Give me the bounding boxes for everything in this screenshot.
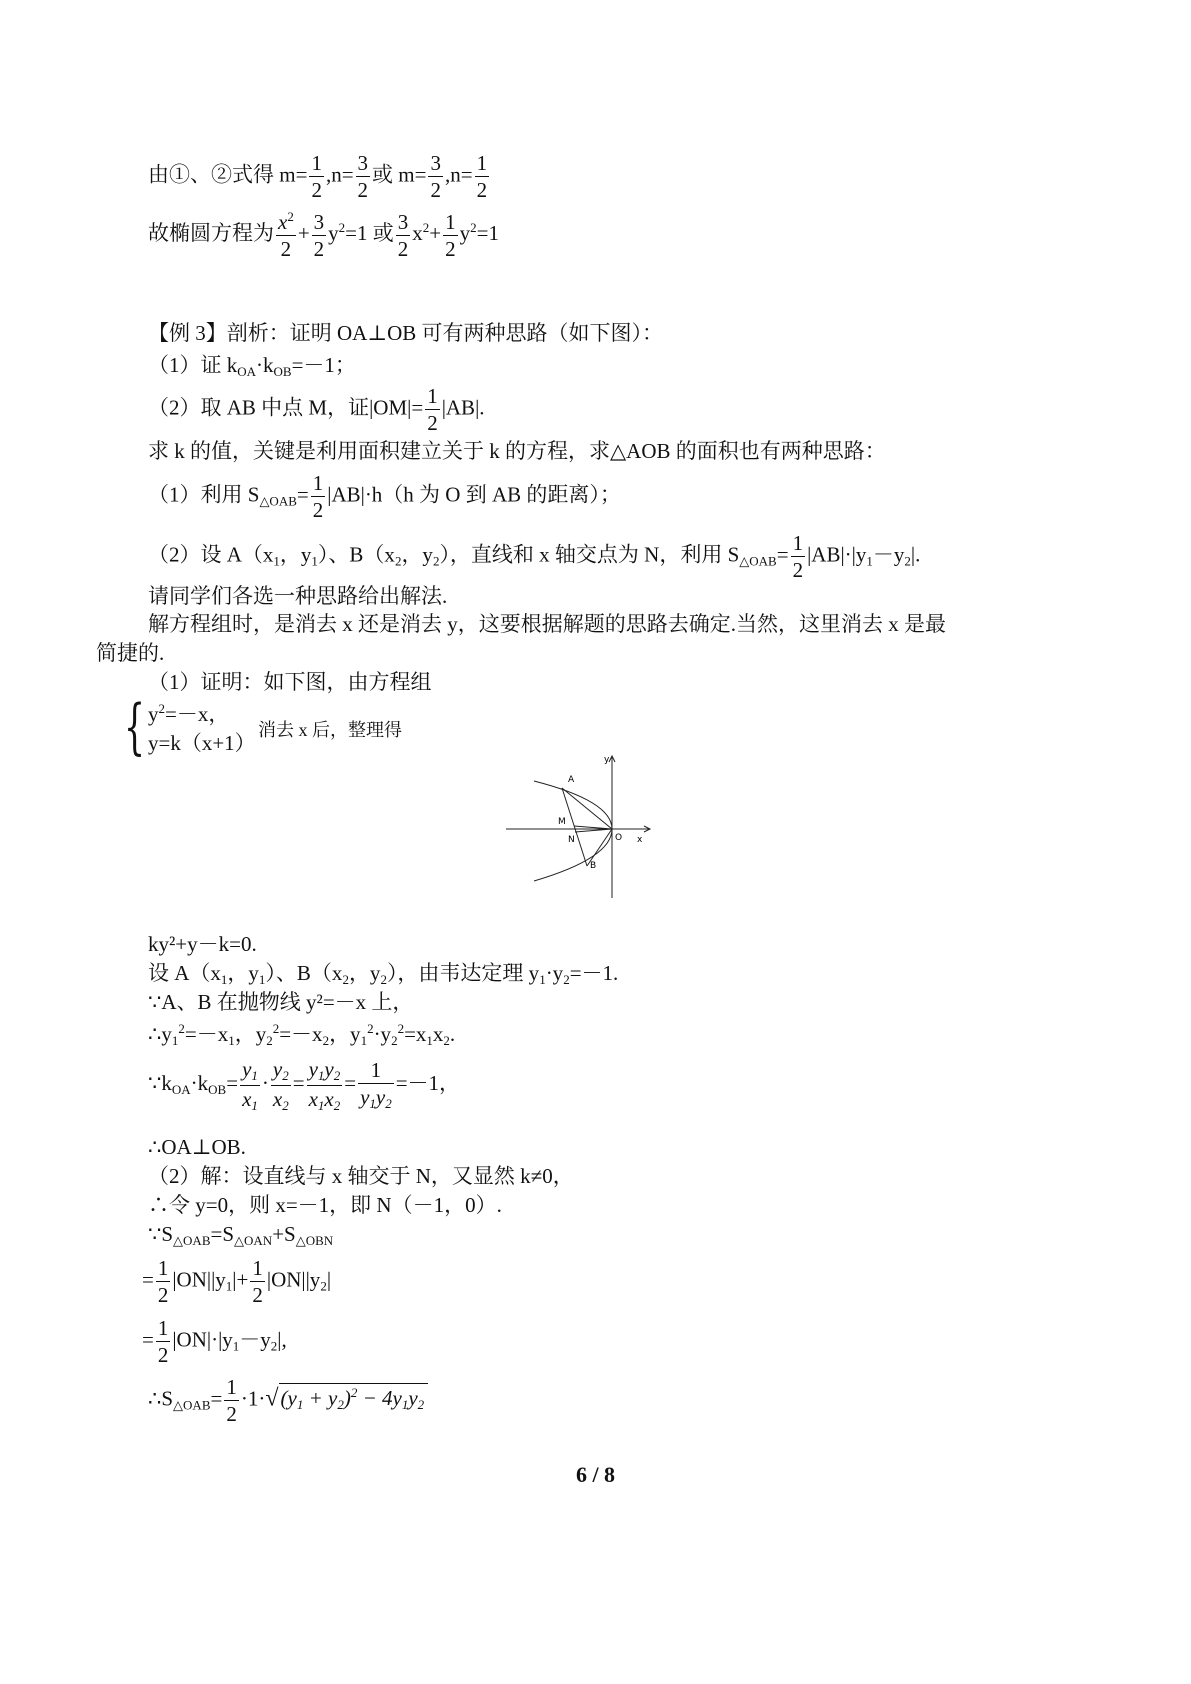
- fraction: $\frac{1}{2}$: [226, 1375, 237, 1427]
- fraction: $\frac{y_1y_2}{x_1x_2}$: [308, 1057, 341, 1113]
- fraction: $\frac{1}{y_1y_2}$: [360, 1058, 392, 1112]
- area-expansion-line: = $\frac{1}{2}$ $|ON||y_1|+$ $\frac{1}{2}$ $|ON||y_2|$: [142, 1256, 332, 1308]
- text: 由①、②式得 m=: [148, 162, 308, 187]
- label-M: M: [558, 817, 566, 827]
- text: ,n=: [444, 162, 473, 187]
- squares-line: $\therefore y_1^2=-x_1$，$y_2^2=-x_2$，$y_1^2\cdot y_2^2=x_1x_2$.: [148, 1021, 456, 1048]
- sqrt-radicand: $(y_1 + y_2)^2 - 4y_1y_2$: [279, 1383, 429, 1411]
- label-A: A: [568, 775, 575, 785]
- fraction: $\frac{1}{2}$: [252, 1256, 263, 1308]
- system-brace: {: [124, 692, 146, 762]
- label-B: B: [590, 861, 597, 871]
- ellipse-equation-line: 故椭圆方程为 $\frac{x^2}{2}$ + $\frac{3}{2}$ $y^2=1$ 或 $\frac{3}{2}$ $x^2+$ $\frac{1}{2}$ $y^2=1$: [148, 209, 499, 262]
- area-sqrt-line: $\therefore S_{\triangle OAB}=$ $\frac{1}{2}$ $\cdot 1\cdot√(y_1 + y_2)^2 - 4y_1y_2$: [148, 1376, 428, 1425]
- system-eq-1: $y^2=-x$，: [148, 701, 230, 726]
- on-parabola-line: ∵A、B 在抛物线 y²=－x 上，: [148, 990, 414, 1014]
- fraction: $\frac{y_2}{x_2}$: [272, 1057, 289, 1113]
- label-x: x: [637, 835, 643, 845]
- label-N: N: [568, 835, 575, 845]
- vieta-line: 设 $A(x_1$，$y_1$）、$B(x_2$，$y_2$），由韦达定理 $y_1\cdot y_2=-1$.: [148, 961, 619, 987]
- page-number: 6 / 8: [575, 1462, 616, 1487]
- text: ,n=: [325, 162, 354, 187]
- solve-text-1: 解方程组时，是消去 x 还是消去 y，这要根据解题的思路去确定.当然，这里消去 x 是最: [148, 612, 946, 636]
- fraction: $\frac{1}{2}$: [312, 471, 324, 523]
- fraction: $\frac{3}{2}$: [313, 209, 325, 261]
- perpendicular-conclusion: ∴OA⊥OB.: [148, 1135, 246, 1159]
- fraction: $\frac{1}{2}$: [476, 151, 488, 203]
- text: 故椭圆方程为: [148, 220, 274, 245]
- area-sum-line: $\because S_{\triangle OAB}=S_{\triangle OAN}+S_{\triangle OBN}$: [148, 1222, 334, 1248]
- fraction: $\frac{y_1}{x_1}$: [242, 1057, 258, 1113]
- line-OA: [562, 788, 612, 829]
- parabola-curve: [534, 781, 612, 881]
- fraction: $\frac{1}{2}$: [445, 209, 456, 261]
- text: 或 m=: [372, 162, 427, 187]
- quadratic-line: ky²+y－k=0.: [148, 932, 257, 956]
- area-method-1: （1）利用 $S_{\triangle OAB}=$ $\frac{1}{2}$ |AB|·h（h 为 O 到 AB 的距离）；: [148, 471, 621, 523]
- fraction: $\frac{3}{2}$: [397, 209, 409, 261]
- point-N-line: ∴令 y=0，则 x=－1，即 N（－1，0）.: [148, 1193, 502, 1217]
- solve-text-2: 简捷的.: [96, 641, 165, 665]
- label-O: O: [615, 833, 623, 843]
- area-difference-line: = $\frac{1}{2}$ $|ON|\cdot|y_1-y_2|$,: [142, 1316, 287, 1368]
- fraction: $\frac{1}{2}$: [157, 1256, 169, 1308]
- fraction: $\frac{1}{2}$: [427, 384, 438, 436]
- label-y: y: [604, 755, 610, 765]
- system-eq-2: y=k（x+1）: [148, 731, 256, 755]
- part2-intro: （2）解：设直线与 x 轴交于 N，又显然 k≠0，: [148, 1164, 574, 1188]
- proof-intro: （1）证明：如下图，由方程组: [148, 670, 432, 694]
- fraction: $\frac{3}{2}$: [357, 151, 369, 203]
- area-method-2: （2）设 $A(x_1$，$y_1$）、$B(x_2$，$y_2$），直线和 x 轴交点为 N，利用 $S_{\triangle OAB}=$ $\frac{1}{2}$ $|AB|\cdot|y_1-y_2|$.: [148, 531, 921, 583]
- fraction: $\frac{1}{2}$: [792, 531, 804, 583]
- find-k-text: 求 k 的值，关键是利用面积建立关于 k 的方程，求△AOB 的面积也有两种思路：: [148, 439, 886, 463]
- result-mn-line: [148, 152, 491, 201]
- fraction: $\frac{x^2}{2}$: [278, 209, 294, 262]
- fraction: $\frac{3}{2}$: [430, 151, 441, 203]
- example-3-heading: 【例 3】剖析：证明 OA⊥OB 可有两种思路（如下图）：: [148, 321, 664, 345]
- eliminate-note: 消去 x 后，整理得: [258, 720, 402, 740]
- approach-2: （2）取 AB 中点 M，证|OM|= $\frac{1}{2}$ |AB|.: [148, 384, 485, 436]
- fraction: $\frac{1}{2}$: [157, 1316, 169, 1368]
- fraction: $\frac{1}{2}$: [311, 151, 322, 203]
- slope-product-line: $\because k_{OA}\cdot k_{OB}=$ $\frac{y_1}{x_1}$ · $\frac{y_2}{x_2}$ = $\frac{y_1y_2}{x_1x_2}$ = $\frac{1}{y_1y_2}$ =－1，: [148, 1057, 461, 1113]
- approach-1: （1）证 $k_{OA}\cdot k_{OB}=-1$；: [148, 353, 356, 379]
- parabola-figure: [500, 746, 680, 906]
- ask-text: 请同学们各选一种思路给出解法.: [148, 584, 448, 608]
